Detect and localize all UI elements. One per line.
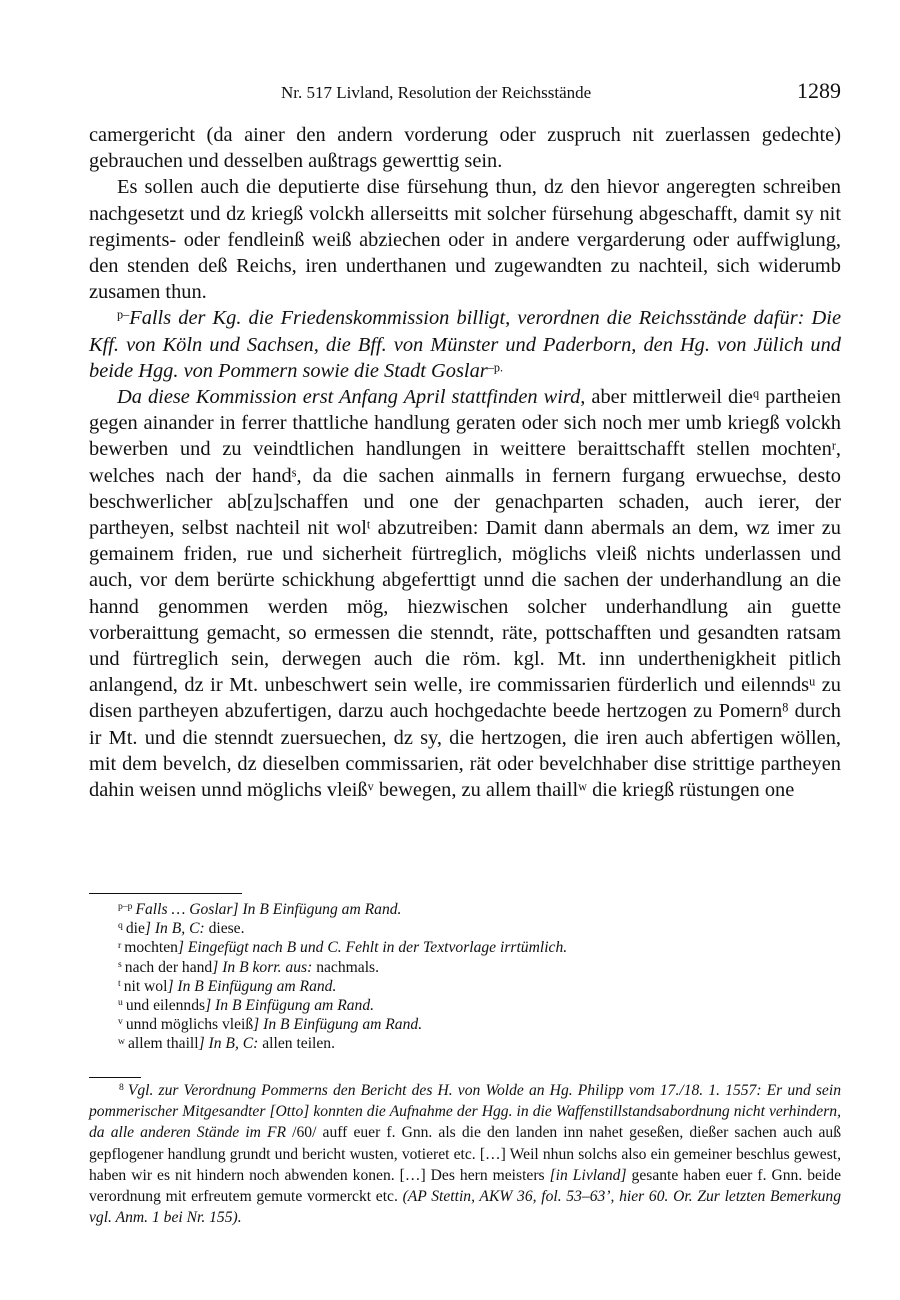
paragraph-4-segment: partheien gegen ainander in ferrer thattliche handlung geraten oder sich noch mer umb kriegß volckh bewerben und zu veindtlichen handlungen in weittere beraittschafft stellen mochten xyxy=(89,386,841,461)
running-head xyxy=(89,80,841,106)
paragraph-4 xyxy=(89,384,841,803)
apparatus-entry xyxy=(118,919,818,938)
variant-mark-r: r xyxy=(831,438,836,453)
apparatus-mark: w xyxy=(118,1035,125,1047)
page-number: 1289 xyxy=(797,78,841,103)
apparatus-note: ] In B, C: xyxy=(144,920,209,938)
paragraph-4-segment: durch ir Mt. und die stenndt zuersuechen, dz sy, die hertzogen, die iren auch abfertigen wöllen, mit dem bevelch, dz dieselben commissarien, rät oder bevelchhaber dise strittige partheyen dahin weisen unnd möglichs vleiß xyxy=(89,700,841,802)
apparatus-entry xyxy=(118,938,818,957)
variant-mark-t: t xyxy=(366,517,371,532)
variant-mark-p-close: –p. xyxy=(487,360,503,375)
apparatus-reading: allen teilen. xyxy=(262,1035,335,1053)
apparatus-lemma: allem thaill xyxy=(127,1035,199,1053)
apparatus-mark: s xyxy=(118,958,122,970)
footnotes xyxy=(89,1080,841,1228)
apparatus-entry xyxy=(118,996,818,1015)
paragraph-4-segment: die kriegß rüstungen one xyxy=(587,779,795,802)
variant-mark-p-open: p– xyxy=(117,307,130,322)
paragraph-4-segment: bewegen, zu allem thaill xyxy=(373,779,579,802)
footnote-8 xyxy=(89,1080,841,1228)
apparatus-mark: v xyxy=(118,1016,123,1028)
paragraph-1 xyxy=(89,122,841,174)
paragraph-4-segment: zu disen partheyen abzufertigen, darzu auch hochgedachte beede hertzogen zu Pomern xyxy=(89,674,841,723)
apparatus-note: ] In B Einfügung am Rand. xyxy=(167,977,337,995)
apparatus-mark: q xyxy=(118,920,123,932)
paragraph-4-segment: abzutreiben: Damit dann abermals an dem, wz imer zu gemainem friden, rue und sicherheit fürtreglich, möglichs vleiß nichts underlassen und auch, vor dem berürte schickhung abgeferttigt unnd die sachen der underhandlung an die hannd genommen werden mög, hiezwischen solcher underhandlung ain guette vorberaittung gemacht, so ermessen die stenndt, räte, pottschafften und gesandten ratsam und fürtreglich sein, derwegen auch die röm. kgl. Mt. inn underthenigkheit pitlich anlangend, dz ir Mt. unbeschwert sein welle, ire commissarien fürderlich und eilennds xyxy=(89,517,841,697)
apparatus-lemma: die xyxy=(125,920,145,938)
apparatus-mark: p–p xyxy=(118,901,133,913)
apparatus-lemma: unnd möglichs vleiß xyxy=(125,1016,254,1034)
apparatus-divider xyxy=(89,893,242,894)
footnote-mark: 8 xyxy=(119,1082,124,1094)
variant-mark-u: u xyxy=(809,674,816,689)
apparatus-entry xyxy=(118,1034,818,1053)
footnote-source: (AP Stettin, AKW 36, fol. 53–63’, hier 60. Or. Zur letzten Bemerkung vgl. Anm. 1 bei Nr. 155). xyxy=(89,1188,841,1227)
paragraph-1-text: camergericht (da ainer den andern vorderung oder zuspruch nit zuerlassen gedechte) gebrauchen und desselben außtrags gewerttig sein. xyxy=(89,124,841,173)
footnote-quote: /60/ auff euer f. Gnn. als die den landen inn nahet geseßen, dießer sachen auch auß gepflogener handlung grundt und bericht wusten, votieret etc. […] Weil nhun solchs also ein gemeiner beschlus gewest, haben wir es nit hindern noch abwenden konen. […] Des hern meisters xyxy=(89,1124,841,1184)
paragraph-2-text: Es sollen auch die deputierte dise fürsehung thun, dz den hievor angeregten schreiben nachgesetzt und dz kriegß volckh allerseitts mit solcher fürsehung abgeschafft, damit sy nit regiments- oder fendleinß weiß abziechen oder in andere vergarderung oder auffwiglung, den stenden deß Reichs, iren underthanen und zugewandten zu nachteil, sich widerumb zusamen thun. xyxy=(89,176,841,304)
variant-mark-q: q xyxy=(752,386,760,401)
apparatus-entry xyxy=(118,958,818,977)
apparatus-note: ] In B Einfügung am Rand. xyxy=(205,997,375,1015)
main-text xyxy=(89,122,841,803)
apparatus-note: Falls … Goslar] In B Einfügung am Rand. xyxy=(135,901,402,918)
apparatus-mark: r xyxy=(118,939,122,951)
apparatus-lemma: und eilennds xyxy=(125,997,206,1015)
paragraph-4-segment: aber mittlerweil die xyxy=(585,386,753,409)
apparatus-note: ] In B korr. aus: xyxy=(212,958,317,976)
editorial-summary: Falls der Kg. die Friedenskommission billigt, verordnen die Reichsstände dafür: Die Kff. von Köln und Sachsen, die Bff. von Münster und Paderborn, den Hg. von Jülich und beide Hgg. von Pommern sowie die Stadt Goslar xyxy=(89,307,841,382)
apparatus-entry xyxy=(118,1015,818,1034)
footnote-italic: Vgl. zur Verordnung Pommerns den Bericht des H. von Wolde an Hg. Philipp vom 17./18. 1. 1557: Er und sein pommerischer Mitgesandter [Otto] konnten die Aufnahme der Hgg. in die Waffenstillstandsabordnung nicht verhindern, da alle anderen Stände im FR xyxy=(89,1082,841,1142)
variant-mark-s: s xyxy=(291,465,297,480)
variant-mark-w: w xyxy=(578,779,588,794)
apparatus-lemma: mochten xyxy=(124,939,178,957)
apparatus-entry xyxy=(118,900,818,919)
paragraph-3 xyxy=(89,305,841,384)
apparatus-mark: t xyxy=(118,977,121,989)
apparatus-note: ] In B, C: xyxy=(198,1035,263,1053)
footnote-ref-8[interactable]: 8 xyxy=(782,700,789,715)
apparatus-lemma: nit wol xyxy=(123,977,168,995)
apparatus-reading: nachmals. xyxy=(316,958,379,976)
paragraph-4-segment: , welches nach der hand xyxy=(89,438,841,487)
footnote-divider xyxy=(89,1077,141,1078)
apparatus-lemma: nach der hand xyxy=(124,958,213,976)
variant-mark-v: v xyxy=(367,779,374,794)
apparatus-note: ] In B Einfügung am Rand. xyxy=(253,1016,423,1034)
editorial-intro: Da diese Kommission erst Anfang April stattfinden wird, xyxy=(117,386,586,409)
apparatus-note: ] Eingefügt nach B und C. Fehlt in der Textvorlage irrtümlich. xyxy=(177,939,568,957)
paragraph-2 xyxy=(89,174,841,305)
apparatus-mark: u xyxy=(118,997,123,1009)
footnote-quote: gesante haben euer f. Gnn. beide verordnung mit erfreutem gemute vormerckt etc. xyxy=(89,1166,841,1206)
paragraph-4-segment: , da die sachen ainmalls in fernern furgang erwuechse, desto beschwerlicher ab[zu]schaffen und one der genachparten schaden, auch ierer, der partheyen, selbst nachteil nit wol xyxy=(89,464,841,540)
critical-apparatus xyxy=(118,900,818,1054)
apparatus-reading: diese. xyxy=(208,920,245,938)
footnote-italic: [in Livland] xyxy=(549,1166,627,1184)
running-title: Nr. 517 Livland, Resolution der Reichsstände xyxy=(281,83,592,102)
apparatus-entry xyxy=(118,977,818,996)
